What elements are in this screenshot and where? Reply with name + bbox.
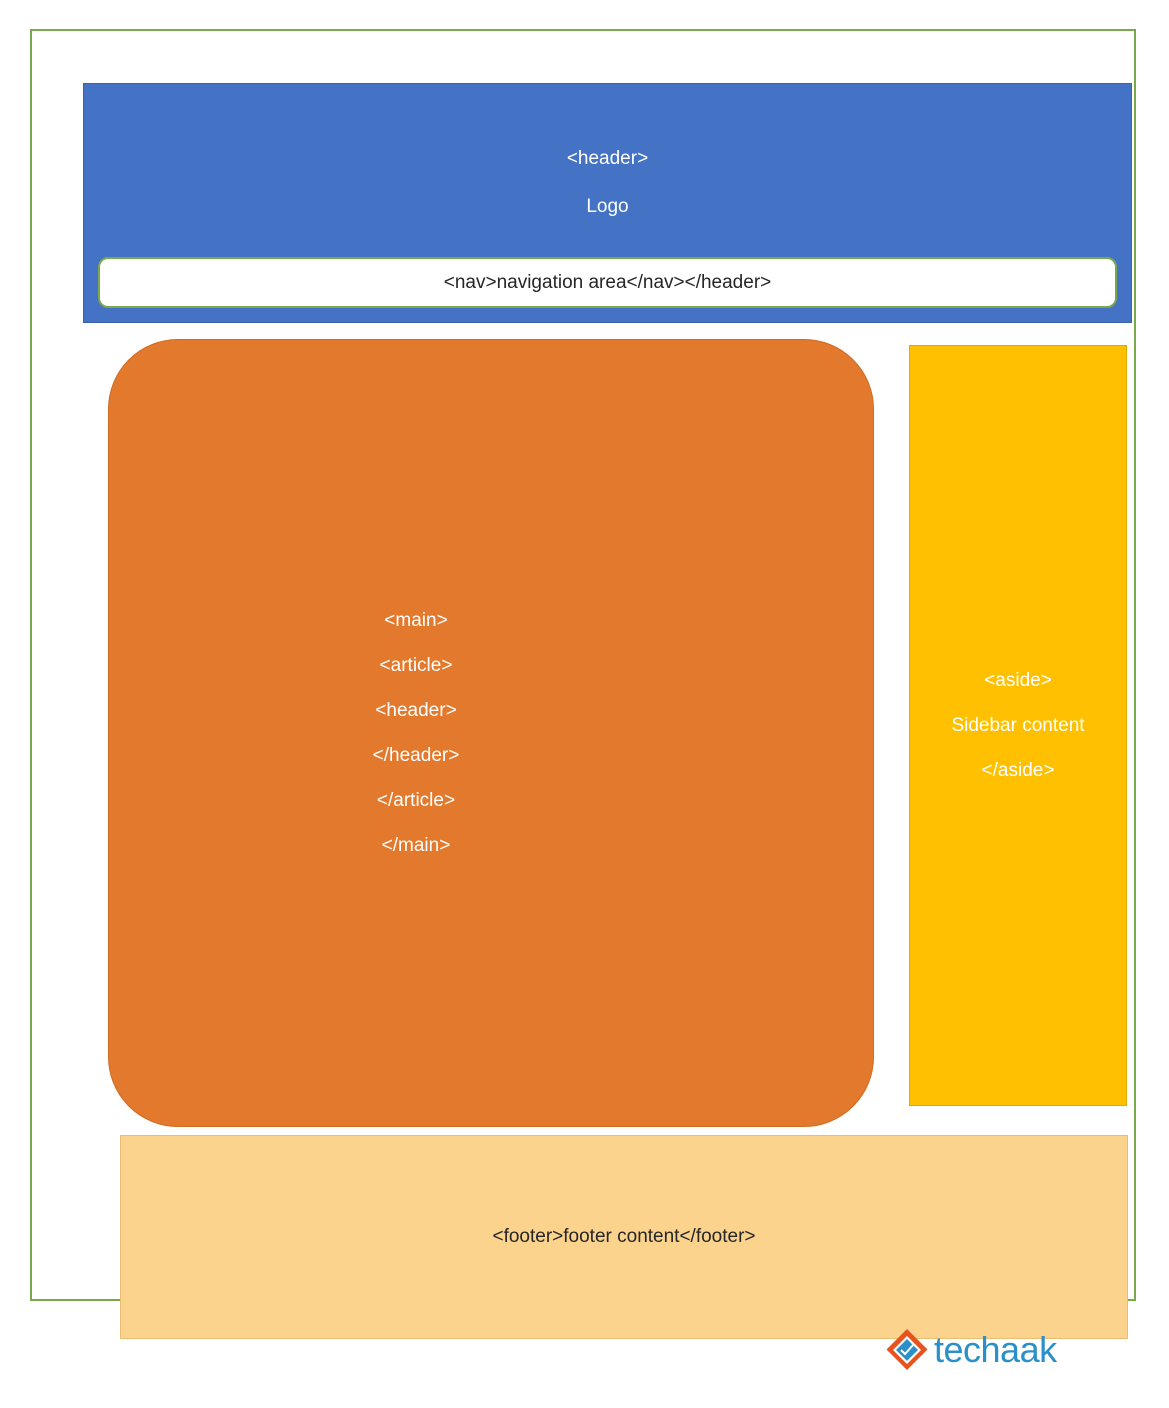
main-line: <main> <box>384 610 448 631</box>
header-tag-label: <header> <box>566 148 649 169</box>
aside-block <box>909 345 1127 1106</box>
footer-block <box>120 1135 1128 1339</box>
footer-label: <footer>footer content</footer> <box>492 1226 756 1247</box>
main-label-group <box>373 598 460 868</box>
main-line: <article> <box>379 655 453 676</box>
nav-block <box>98 257 1117 308</box>
main-line: <header> <box>375 700 457 721</box>
main-line: </header> <box>372 745 460 766</box>
main-line: </main> <box>381 835 451 856</box>
aside-line: <aside> <box>984 670 1052 691</box>
aside-line: </aside> <box>981 760 1055 781</box>
aside-line: Sidebar content <box>951 715 1085 736</box>
diagram-canvas <box>30 29 1136 1301</box>
diamond-logo-icon <box>884 1327 930 1373</box>
main-block <box>108 339 874 1127</box>
nav-label: <nav>navigation area</nav></header> <box>443 271 772 293</box>
brand-logo <box>884 1327 1057 1373</box>
header-logo-label: Logo <box>586 196 629 217</box>
main-line: </article> <box>376 790 456 811</box>
brand-name: techaak <box>934 1329 1057 1370</box>
